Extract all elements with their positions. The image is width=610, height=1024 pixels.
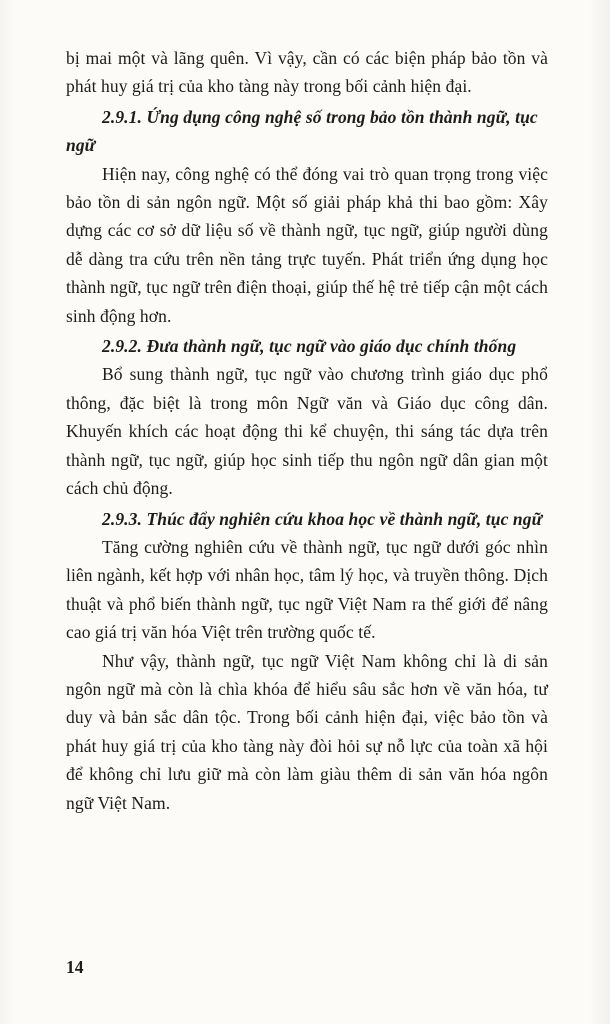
body-paragraph: Bổ sung thành ngữ, tục ngữ vào chương trình giáo dục phổ thông, đặc biệt là trong môn Ngữ văn và Giáo dục công dân. Khuyến khích các hoạt động thi kể chuyện, thi sáng tác dựa trên thành ngữ, tục ngữ, giúp học sinh tiếp thu ngôn ngữ dân gian một cách chủ động. [66, 364, 548, 499]
body-paragraph: Tăng cường nghiên cứu về thành ngữ, tục ngữ dưới góc nhìn liên ngành, kết hợp với nhân học, tâm lý học, và truyền thông. Dịch thuật và phổ biến thành ngữ, tục ngữ Việt Nam ra thế giới để nâng cao giá trị văn hóa Việt trên trường quốc tế. [66, 536, 548, 643]
body-paragraph: Hiện nay, công nghệ có thể đóng vai trò quan trọng trong việc bảo tồn di sản ngôn ngữ. Một số giải pháp khả thi bao gồm: Xây dựng các cơ sở dữ liệu số về thành ngữ, tục ngữ, giúp người dùng dễ dàng tra cứu trên nền tảng trực tuyến. Phát triển ứng dụng học thành ngữ, tục ngữ trên điện thoại, giúp thế hệ trẻ tiếp cận một cách sinh động hơn. [66, 163, 548, 326]
page-number: 14 [66, 957, 84, 977]
section-heading-2-9-1: 2.9.1. Ứng dụng công nghệ số trong bảo tồn thành ngữ, tục ngữ [66, 106, 538, 156]
section-heading-2-9-3: 2.9.3. Thúc đẩy nghiên cứu khoa học về thành ngữ, tục ngữ [102, 508, 543, 529]
section-heading-2-9-2: 2.9.2. Đưa thành ngữ, tục ngữ vào giáo dục chính thống [102, 336, 517, 357]
body-paragraph-conclusion: Như vậy, thành ngữ, tục ngữ Việt Nam không chỉ là di sản ngôn ngữ mà còn là chìa khóa để hiểu sâu sắc hơn về văn hóa, tư duy và bản sắc dân tộc. Trong bối cảnh hiện đại, việc bảo tồn và phát huy giá trị của kho tàng này đòi hỏi sự nỗ lực của toàn xã hội để không chỉ lưu giữ mà còn làm giàu thêm di sản văn hóa ngôn ngữ Việt Nam. [66, 650, 548, 813]
body-paragraph-continuation: bị mai một và lãng quên. Vì vậy, cần có các biện pháp bảo tồn và phát huy giá trị của kho tàng này trong bối cảnh hiện đại. [66, 48, 548, 97]
